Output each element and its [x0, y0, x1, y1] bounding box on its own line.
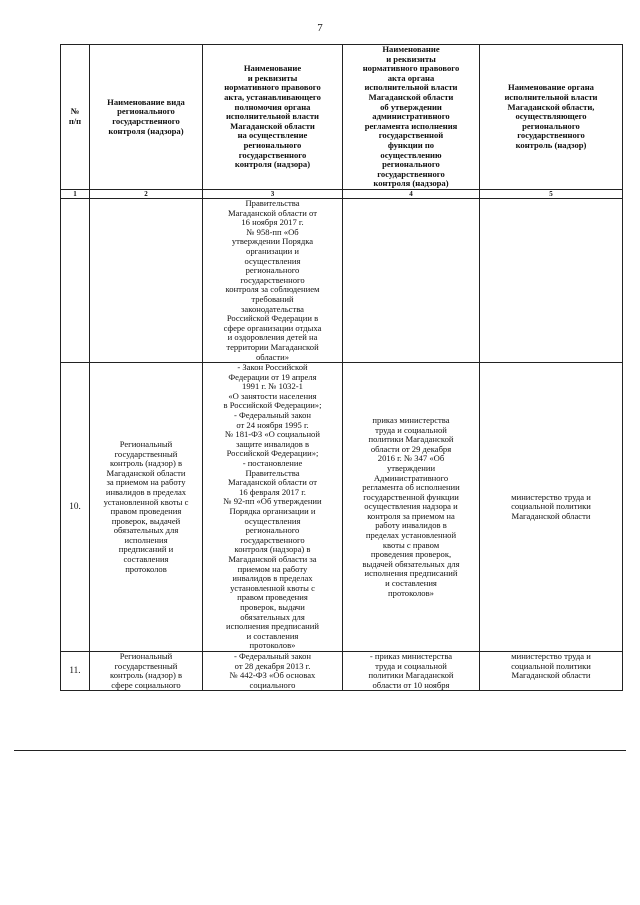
text-line: Порядка организации и	[229, 506, 316, 516]
text-line: осуществляющего	[515, 111, 587, 122]
cell-number	[61, 199, 90, 363]
text-line: государственной	[378, 130, 444, 141]
text-line: осуществления	[244, 515, 301, 526]
text-line: и реквизиты	[247, 72, 298, 83]
text-line: - Закон Российской	[237, 362, 308, 373]
text-line: труда и социальной	[375, 660, 447, 671]
header-number	[61, 45, 90, 190]
text-line: 16 февраля 2017 г.	[239, 486, 306, 497]
text-line: протоколов»	[249, 640, 296, 651]
text-line: № 958-пп «Об	[246, 226, 299, 237]
text-line: № 92-пп «Об утверждении	[223, 496, 322, 507]
text-line: законодательства	[241, 303, 304, 314]
text-line: за приемом на работу	[106, 477, 186, 488]
table-header-row	[61, 45, 623, 190]
text-line: проверок, выдачей	[111, 515, 181, 526]
text-line: исполнительной власти	[364, 82, 458, 93]
text-line: регионального	[245, 265, 300, 276]
text-line: инвалидов в пределах	[232, 573, 313, 584]
cell-regulation-act	[343, 199, 480, 363]
text-line: Региональный	[119, 438, 173, 449]
text-line: регламента исполнения	[364, 120, 458, 131]
header-legal-act	[203, 45, 343, 190]
text-line: утверждении Порядка	[231, 236, 314, 247]
text-line: требований	[251, 293, 294, 304]
text-line: предписаний и	[118, 544, 174, 555]
text-line: политики Магаданской	[368, 434, 454, 445]
text-line: Магаданской области от	[228, 477, 317, 488]
cell-control-type	[90, 363, 203, 652]
text-line: государственный	[114, 660, 178, 671]
text-line: и оздоровления детей на	[227, 332, 318, 343]
text-line: контроля за соблюдением	[225, 284, 320, 295]
text-line: - Федеральный закон	[233, 410, 312, 421]
text-line: области»	[255, 351, 290, 362]
text-line: на осуществление	[237, 130, 308, 141]
text-line: акта органа	[387, 72, 435, 83]
text-line: правом проведения	[237, 592, 308, 603]
text-line: осуществления	[244, 255, 301, 266]
text-line: Магаданской области	[368, 92, 454, 103]
column-number: 2	[90, 190, 203, 199]
text-line: исполнительной власти	[504, 92, 598, 103]
text-line: контроль (надзор)	[515, 139, 587, 150]
column-numbers-row	[61, 190, 623, 199]
cell-number: 11.	[61, 652, 90, 691]
text-line: министерство труда и	[511, 491, 591, 502]
text-line: регионального	[522, 120, 580, 131]
text-line: от 28 декабря 2013 г.	[234, 660, 311, 671]
text-line: установленной квоты с	[230, 582, 315, 593]
text-line: в Российской Федерации»;	[223, 400, 322, 411]
text-line: государственной функции	[363, 491, 459, 502]
table-row-10	[61, 363, 623, 652]
text-line: Федерации от 19 апреля	[228, 371, 317, 382]
text-line: контроля (надзора)	[234, 159, 311, 170]
text-line: социального	[249, 679, 296, 690]
text-line: составления	[123, 554, 169, 565]
column-number: 5	[480, 190, 623, 199]
header-regulation-act	[343, 45, 480, 190]
text-line: социальной политики	[511, 501, 591, 512]
cell-regulation-act	[343, 652, 480, 691]
text-line: Магаданской области	[511, 510, 591, 521]
text-line: - приказ министерства	[369, 651, 453, 662]
header-control-type	[90, 45, 203, 190]
text-line: регионального	[245, 525, 300, 536]
text-line: протоколов	[125, 563, 167, 574]
cell-control-type	[90, 652, 203, 691]
text-line: Магаданской области	[230, 120, 315, 131]
column-number: 4	[343, 190, 480, 199]
text-line: контроль (надзор) в	[109, 458, 183, 469]
text-line: правом проведения	[110, 506, 182, 517]
text-line: Российской Федерации»;	[226, 448, 319, 459]
text-line: социальной политики	[511, 660, 591, 671]
text-line: работу инвалидов в	[375, 520, 447, 531]
text-line: «О занятости населения	[228, 390, 317, 401]
text-line: и реквизиты	[386, 53, 436, 64]
text-line: государственного	[238, 149, 307, 160]
text-line: регионального	[243, 139, 302, 150]
text-line: государственного	[517, 130, 585, 141]
text-line: Наименование органа	[508, 82, 594, 93]
text-line: приказ министерства	[372, 414, 450, 425]
cell-legal-act	[203, 363, 343, 652]
text-line: инвалидов в пределах	[105, 486, 187, 497]
cell-executive-body	[480, 652, 623, 691]
text-line: №	[70, 106, 80, 117]
text-line: - постановление	[242, 458, 303, 469]
text-line: от 24 ноября 1995 г.	[236, 419, 309, 430]
text-line: труда и социальной	[375, 424, 447, 435]
text-line: п/п	[68, 116, 82, 126]
text-line: № 442-ФЗ «Об основах	[229, 670, 316, 681]
text-line: нормативного правового	[362, 63, 460, 74]
table-row-continuation	[61, 199, 623, 363]
cell-number: 10.	[61, 363, 90, 652]
footer-divider	[14, 750, 626, 751]
text-line: контроля за приемом на	[367, 510, 455, 521]
text-line: Магаданской области,	[507, 101, 595, 112]
text-line: государственный	[114, 448, 178, 459]
text-line: квоты с правом	[382, 539, 440, 550]
text-line: осуществлению	[380, 149, 442, 160]
table-row-11	[61, 652, 623, 691]
text-line: Магаданской области от	[228, 207, 317, 218]
text-line: полномочия органа	[234, 101, 311, 112]
text-line: исполнения предписаний	[226, 621, 319, 632]
text-line: акта, устанавливающего	[224, 92, 321, 103]
text-line: сфере организации отдыха	[223, 322, 322, 333]
text-line: сфере социального	[111, 679, 181, 690]
text-line: контроля (надзора)	[108, 125, 184, 136]
text-line: регионального	[117, 106, 175, 117]
regulatory-table	[60, 44, 623, 691]
text-line: министерство труда и	[511, 651, 591, 662]
text-line: Правительства	[245, 467, 300, 478]
text-line: политики Магаданской	[368, 670, 454, 681]
column-number: 1	[61, 190, 90, 199]
cell-executive-body	[480, 363, 623, 652]
text-line: территории Магаданской	[226, 341, 319, 352]
text-line: защите инвалидов в	[236, 438, 309, 449]
text-line: контроля (надзора)	[373, 178, 449, 189]
header-executive-body	[480, 45, 623, 190]
text-line: 2016 г. № 347 «Об	[377, 453, 445, 464]
text-line: об утверждении	[380, 101, 442, 112]
text-line: Региональный	[119, 651, 173, 662]
column-number: 3	[203, 190, 343, 199]
text-line: утверждении	[386, 462, 436, 473]
text-line: осуществления надзора и	[364, 501, 458, 512]
cell-control-type	[90, 199, 203, 363]
text-line: проверок, выдачи	[240, 601, 305, 612]
text-line: выдачей обязательных для	[362, 558, 460, 569]
text-line: № 181-ФЗ «О социальной	[225, 429, 320, 440]
text-line: функции по	[387, 139, 435, 150]
text-line: государственного	[112, 116, 180, 126]
text-line: контроля (надзора) в	[234, 544, 311, 555]
text-line: и составления	[246, 630, 299, 641]
text-line: пределах установленной	[365, 530, 457, 541]
text-line: Правительства	[245, 198, 300, 208]
text-line: Магаданской области	[511, 670, 591, 681]
text-line: регионального	[382, 159, 440, 170]
text-line: области от 29 декабря	[370, 443, 452, 454]
text-line: исполнения	[124, 534, 168, 545]
text-line: Магаданской области за	[228, 553, 317, 564]
text-line: Наименование вида	[107, 96, 185, 107]
cell-legal-act	[203, 199, 343, 363]
cell-legal-act	[203, 652, 343, 691]
text-line: регламента об исполнении	[362, 482, 460, 493]
text-line: - Федеральный закон	[233, 651, 312, 662]
page-number: 7	[317, 22, 323, 34]
text-line: административного	[372, 111, 450, 122]
text-line: Российской Федерации в	[226, 313, 319, 324]
text-line: государственного	[240, 274, 305, 285]
text-line: 1991 г. № 1032-1	[242, 381, 303, 392]
text-line: Административного	[373, 472, 449, 483]
cell-executive-body	[480, 199, 623, 363]
text-line: обязательных для	[113, 525, 179, 536]
text-line: приемом на работу	[237, 563, 308, 574]
text-line: государственного	[377, 168, 445, 179]
text-line: и составления	[385, 578, 437, 589]
text-line: проведения проверок,	[370, 549, 452, 560]
text-line: государственного	[240, 534, 305, 545]
text-line: контроль (надзор) в	[109, 670, 183, 681]
text-line: исполнительной власти	[225, 111, 319, 122]
text-line: исполнения предписаний	[364, 568, 458, 579]
text-line: 16 ноября 2017 г.	[241, 217, 304, 228]
text-line: нормативного правового	[224, 82, 321, 93]
cell-regulation-act	[343, 363, 480, 652]
text-line: протоколов»	[388, 587, 434, 598]
text-line: организации и	[246, 245, 299, 256]
text-line: Магаданской области	[106, 467, 186, 478]
text-line: обязательных для	[240, 611, 305, 622]
text-line: установленной квоты с	[103, 496, 189, 507]
text-line: Наименование	[382, 44, 440, 55]
text-line: области от 10 ноября	[372, 679, 450, 690]
text-line: Наименование	[243, 63, 302, 74]
